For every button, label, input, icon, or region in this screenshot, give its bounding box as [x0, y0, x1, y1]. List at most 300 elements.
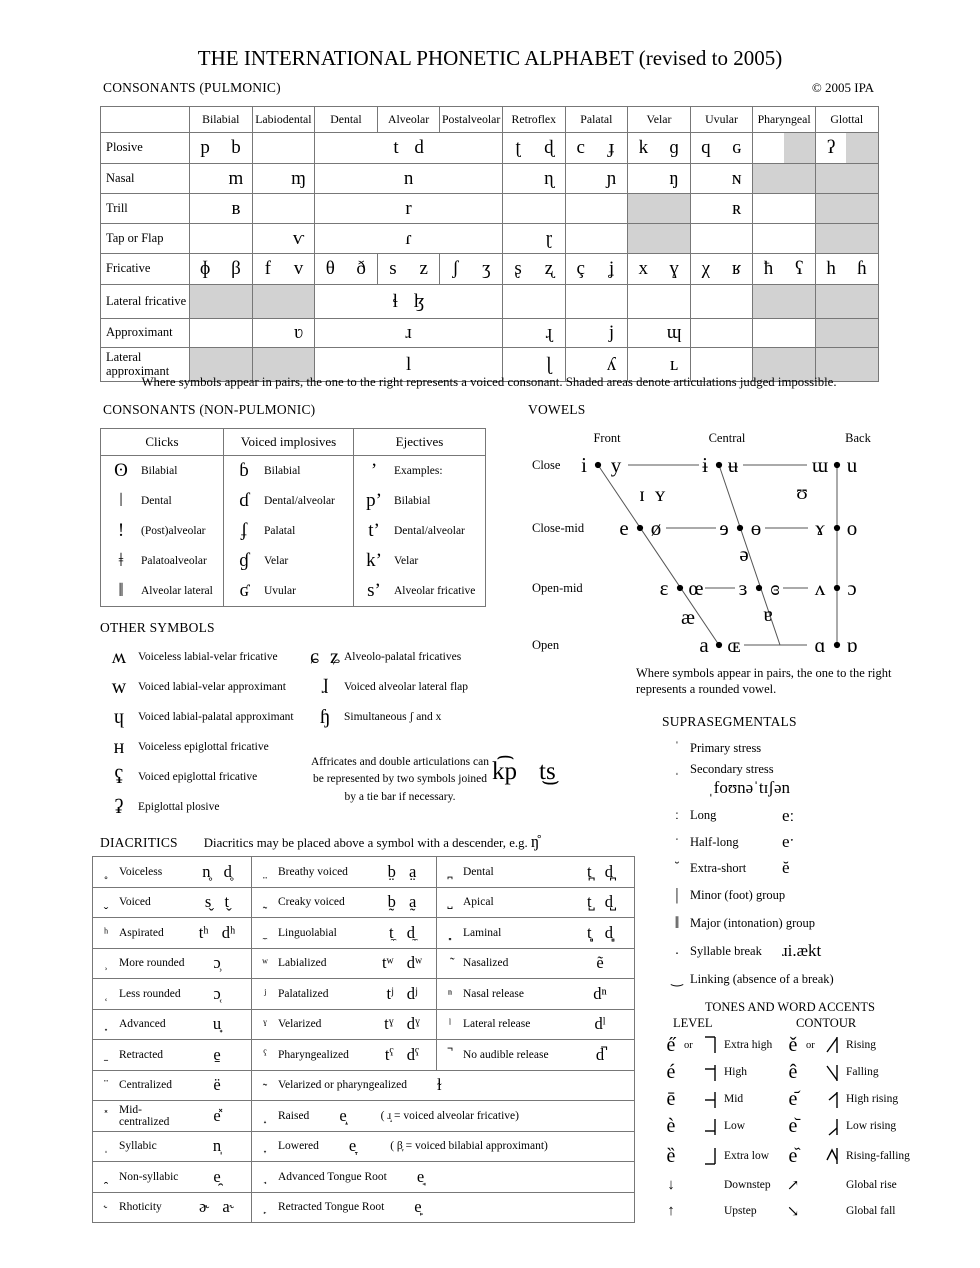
suprasegmentals-list [664, 736, 909, 993]
pulmonic-cell: ɾ [314, 224, 502, 253]
vowel-symbol: ɪ [639, 482, 645, 506]
pulmonic-cell: ⱱ [292, 227, 305, 249]
diacritic-example: e̘ [416, 1166, 425, 1186]
pulmonic-cell: ɦ [857, 258, 867, 279]
other-symbol-row [100, 732, 306, 762]
pulmonic-row-label: Approximant [106, 325, 173, 340]
pulmonic-cell: q [690, 133, 721, 163]
diacritic-example: ẽ [596, 953, 604, 973]
pulmonic-cell [627, 285, 690, 318]
tone-symbol: e᷈ [788, 1144, 798, 1167]
diacritic-label: Linguolabial [278, 926, 337, 939]
pulmonic-cell: f [252, 254, 283, 284]
diacritic-label: Labialized [278, 957, 327, 970]
nonpulmonic-row [224, 576, 353, 606]
tone-row [658, 1198, 780, 1224]
diacritic-mark: ˡ [448, 1016, 452, 1032]
suprasegmental-label: Linking (absence of a break) [690, 971, 834, 986]
tone-label: Falling [846, 1066, 879, 1079]
symbol-label: Epiglottal plosive [138, 801, 220, 813]
pulmonic-cell [502, 164, 533, 193]
tone-bar [702, 1062, 718, 1084]
diacritic-mark [93, 1077, 119, 1093]
suprasegmental-label: Syllable break [690, 943, 762, 958]
pulmonic-cell: ɸ [189, 254, 220, 284]
tone-symbol: ě [788, 1033, 798, 1056]
diacritic-example: ɫ [437, 1075, 442, 1095]
vowel-column-label: Central [708, 431, 746, 445]
tone-symbol: é [666, 1061, 676, 1083]
nonpulmonic-heading: CONSONANTS (NON-PULMONIC) [103, 402, 316, 417]
diacritics-group [93, 1040, 251, 1070]
phonetic-symbol: ɕ ʑ [310, 645, 340, 668]
vowel-symbol: ɔ [847, 576, 857, 600]
diacritic-mark: ʰ [103, 924, 109, 940]
vowel-column-label: Front [593, 431, 621, 445]
diacritics-group [436, 918, 634, 948]
diacritic-mark [252, 1077, 278, 1093]
diacritics-group [436, 888, 634, 918]
vowel-symbol: ɯ [811, 453, 829, 477]
diacritic-label: Voiceless [119, 865, 163, 878]
phonetic-symbol: ɺ [321, 675, 329, 698]
tone-symbol: e᷄ [788, 1088, 798, 1110]
diacritic-example: ɔ̹ [213, 953, 221, 973]
nonpulmonic-row [354, 576, 485, 606]
pulmonic-cell: ʎ [606, 353, 617, 375]
diacritics-heading [100, 832, 539, 852]
tone-row [780, 1140, 980, 1172]
tie-bar-example: t͜s [539, 758, 556, 785]
nonpulmonic-row [354, 456, 485, 486]
pulmonic-cell: n [314, 164, 502, 193]
pulmonic-cell [627, 319, 658, 347]
suprasegmental-symbol: ˑ [675, 834, 679, 849]
diacritic-label: No audible release [463, 1048, 549, 1061]
pulmonic-cell [502, 285, 565, 318]
nonpulmonic-column [101, 429, 223, 606]
pulmonic-row-label: Nasal [106, 170, 135, 185]
vowel-symbol: y [610, 453, 622, 477]
diacritic-mark [252, 1199, 278, 1215]
diacritic-label: Lowered [278, 1140, 319, 1153]
pulmonic-note: Where symbols appear in pairs, the one to the right represents a voiced consonant. Shaded areas denote articulations judged impossible. [141, 375, 837, 389]
vowel-bullet [834, 462, 840, 468]
pulmonic-cell: χ [690, 254, 721, 284]
pulmonic-cell: h [815, 254, 846, 284]
phonetic-symbol: ɥ [114, 705, 124, 728]
pulmonic-column-header: Dental [314, 107, 377, 132]
suprasegmental-example: eˑ [782, 832, 795, 851]
pulmonic-cell [752, 133, 783, 163]
vowel-bullet [637, 525, 643, 531]
tones-heading: TONES AND WORD ACCENTS [704, 1000, 876, 1014]
tone-row [780, 1031, 980, 1059]
diacritics-group [251, 918, 436, 948]
diacritics-group [251, 979, 436, 1009]
phonetic-symbol: ɧ [320, 705, 330, 728]
pulmonic-cell: r [314, 194, 502, 223]
pulmonic-cell: ɟ [608, 137, 615, 158]
diacritic-mark [437, 864, 463, 880]
diacritic-mark [93, 1169, 119, 1185]
phonetic-symbol: ʘ [114, 460, 128, 481]
diacritic-note: ( ɹ̝ = voiced alveolar fricative) [380, 1109, 519, 1122]
vowel-bullet [737, 525, 743, 531]
pulmonic-cell [690, 194, 721, 223]
diacritic-example: ë [213, 1075, 221, 1095]
diacritic-example: dⁿ [593, 983, 607, 1003]
pulmonic-cell: ɬ ɮ [314, 285, 502, 318]
suprasegmental-example: ˌfoʊnəˈtɪʃən [708, 778, 791, 797]
tone-bar-icon [702, 1145, 718, 1167]
diacritics-group [251, 1071, 634, 1101]
vowel-symbol: i [581, 453, 587, 477]
vowel-bullet [834, 642, 840, 648]
diacritic-mark: ˠ [263, 1016, 267, 1032]
diacritic-label: Lateral release [463, 1018, 531, 1031]
diacritic-example: ɔ̜ [213, 983, 221, 1003]
vowel-symbol: ɞ [770, 576, 780, 600]
diacritic-example: t̼ d̼ [389, 922, 415, 942]
pulmonic-cell: ɹ [314, 319, 502, 347]
diacritics-row [93, 1131, 634, 1162]
diacritic-label: Advanced [119, 1018, 166, 1031]
pulmonic-cell: ʋ [294, 322, 303, 343]
other-symbol-row [100, 672, 306, 702]
other-symbol-row [100, 642, 306, 672]
symbol-label: Bilabial [141, 465, 178, 477]
pulmonic-column-header: Velar [627, 107, 690, 132]
diacritic-mark [93, 1138, 119, 1154]
pulmonic-cell: ʈ [502, 133, 533, 163]
vowel-row-label: Close [532, 458, 561, 472]
symbol-label: Bilabial [264, 465, 301, 477]
symbol-label: Voiced epiglottal fricative [138, 771, 258, 783]
diacritic-label: Dental [463, 865, 494, 878]
pulmonic-cell: ð [356, 258, 366, 279]
pulmonic-cell [627, 164, 658, 193]
diacritic-note: ( β̞ = voiced bilabial approximant) [390, 1140, 548, 1153]
other-symbols-left-column [100, 642, 306, 822]
tone-bar [702, 1089, 718, 1111]
pulmonic-cell: ɣ [669, 258, 679, 279]
phonetic-symbol: ʄ [240, 520, 248, 541]
pulmonic-cell: s [377, 254, 408, 284]
pulmonic-cell: m [228, 167, 244, 189]
suprasegmental-symbol: . [675, 943, 679, 958]
diacritics-group [436, 1040, 634, 1070]
phonetic-symbol: ʢ [114, 765, 124, 788]
diacritic-label: Voiced [119, 896, 151, 909]
diacritic-mark: ˤ [263, 1046, 267, 1062]
tone-row [780, 1172, 980, 1198]
pulmonic-cell: z [419, 258, 428, 279]
symbol-label: Voiced alveolar lateral flap [344, 681, 468, 693]
diacritic-mark: ʷ [262, 955, 268, 971]
nonpulmonic-column [353, 429, 485, 606]
pulmonic-cell [252, 164, 283, 193]
pulmonic-row [101, 193, 878, 223]
diacritic-label: Nasal release [463, 987, 524, 1000]
vowel-column-label: Back [845, 431, 871, 445]
pulmonic-column-header: Retroflex [502, 107, 565, 132]
pulmonic-cell [252, 224, 283, 253]
pulmonic-row [101, 132, 878, 163]
diacritics-row [93, 978, 634, 1009]
pulmonic-cell: ɻ [545, 322, 553, 343]
diacritic-mark [252, 1138, 278, 1154]
diacritics-group [93, 888, 251, 918]
tone-bar-icon [702, 1089, 718, 1111]
phonetic-symbol: ǁ [118, 580, 124, 601]
vowel-symbol: a [699, 633, 709, 657]
diacritic-mark [252, 1108, 278, 1124]
nonpulmonic-column-header: Voiced implosives [224, 429, 353, 456]
diacritics-row [93, 1070, 634, 1101]
nonpulmonic-row [224, 516, 353, 546]
pulmonic-cell: ɖ [544, 137, 554, 158]
vowel-symbol: u [846, 453, 858, 477]
vowel-symbol: ʌ [814, 576, 826, 600]
phonetic-symbol: ɓ [239, 460, 249, 481]
diacritic-example: e̽ [213, 1105, 221, 1125]
diacritic-label: Velarized [278, 1018, 322, 1031]
vowel-symbol: ɒ [846, 633, 858, 657]
suprasegmental-symbol: ‿ [671, 971, 683, 987]
page-title: THE INTERNATIONAL PHONETIC ALPHABET (revised to 2005) [197, 46, 783, 70]
diacritics-group [93, 1071, 251, 1101]
pulmonic-cell: p [189, 133, 220, 163]
pulmonic-cell: b [231, 137, 241, 158]
tone-label: Extra low [724, 1149, 770, 1162]
diacritic-label: Non-syllabic [119, 1170, 179, 1183]
symbol-label: Uvular [264, 585, 296, 597]
pulmonic-cell: ħ [752, 254, 783, 284]
phonetic-symbol: ɠ [239, 550, 249, 571]
other-symbol-row [306, 702, 506, 732]
diacritics-row [93, 1100, 634, 1131]
diacritic-example: tˤ dˤ [384, 1044, 420, 1064]
nonpulmonic-row [224, 456, 353, 486]
symbol-label: Alveolo-palatal fricatives [344, 651, 462, 663]
pulmonic-column-header: Alveolar [377, 107, 440, 132]
pulmonic-cell [502, 319, 533, 347]
pulmonic-row [101, 318, 878, 347]
pulmonic-cell: θ [314, 254, 345, 284]
pulmonic-cell: ŋ [669, 167, 679, 189]
pulmonic-row [101, 163, 878, 193]
pulmonic-column-header: Uvular [690, 107, 753, 132]
diacritic-example: b̤ a̤ [387, 861, 417, 881]
tone-bar-icon [824, 1145, 840, 1167]
vowel-symbol: ɶ [727, 633, 741, 657]
tone-row [658, 1031, 780, 1059]
symbol-label: Voiceless epiglottal fricative [138, 741, 269, 753]
diacritic-label: Aspirated [119, 926, 164, 939]
tone-bar-icon [824, 1034, 840, 1056]
suprasegmental-row [664, 736, 909, 760]
diacritics-group [436, 949, 634, 979]
pulmonic-cell [189, 224, 252, 253]
diacritics-group [93, 949, 251, 979]
vowel-bullet [756, 585, 762, 591]
symbol-label: Velar [394, 555, 419, 567]
diacritic-mark [252, 1169, 278, 1185]
diacritic-label: Pharyngealized [278, 1048, 349, 1061]
pulmonic-cell [252, 194, 315, 223]
tone-symbol: e̋ [666, 1033, 676, 1056]
diacritics-title: DIACRITICS [100, 835, 178, 850]
suprasegmental-row [664, 909, 909, 937]
suprasegmental-label: Half-long [690, 834, 739, 849]
pulmonic-cell [815, 224, 878, 253]
vowel-symbol: ɨ [702, 453, 708, 477]
tones-level-column [658, 1031, 780, 1224]
tone-bar [824, 1089, 840, 1111]
pulmonic-cell: ɽ [545, 227, 553, 249]
tone-bar [702, 1116, 718, 1138]
diacritics-group [436, 857, 634, 887]
pulmonic-cell: ʝ [608, 258, 615, 279]
pulmonic-header-row [101, 107, 878, 132]
tone-symbol: ↗ [786, 1177, 800, 1194]
diacritics-group [251, 1101, 634, 1131]
suprasegmental-row [664, 855, 909, 881]
suprasegmental-symbol: ˘ [674, 860, 680, 875]
pulmonic-cell [815, 285, 878, 318]
phonetic-symbol: ɗ [239, 490, 249, 511]
phonetic-symbol: ʜ [113, 735, 125, 758]
suprasegmental-row [664, 881, 909, 909]
diacritic-example: n̩ [212, 1136, 222, 1156]
tone-label: Rising [846, 1038, 877, 1051]
tone-bar [824, 1034, 840, 1056]
pulmonic-column-header: Palatal [565, 107, 628, 132]
diacritic-example: t̪ d̪ [587, 861, 613, 881]
other-symbols-heading: OTHER SYMBOLS [100, 620, 215, 635]
diacritic-mark: ⁿ [447, 985, 453, 1001]
diacritic-example: u̟ [212, 1014, 222, 1034]
pulmonic-cell [252, 133, 315, 163]
diacritics-group [251, 1162, 634, 1192]
diacritic-label: Nasalized [463, 957, 509, 970]
tone-label: Global rise [846, 1178, 897, 1191]
tone-bar [824, 1116, 840, 1138]
symbol-label: Alveolar fricative [394, 585, 476, 597]
pulmonic-cell [752, 319, 815, 347]
diacritics-group [93, 1010, 251, 1040]
diacritics-group [251, 888, 436, 918]
vowel-row-label: Close-mid [532, 521, 585, 535]
vowel-symbol: ʏ [654, 482, 666, 506]
pulmonic-cell [784, 133, 815, 163]
vowel-symbol: ʉ [727, 453, 739, 477]
diacritics-group [251, 1193, 634, 1223]
suprasegmental-row [664, 760, 909, 778]
vowel-symbol: ə [739, 542, 749, 566]
nonpulmonic-row [101, 546, 223, 576]
tone-label: High [724, 1066, 747, 1079]
symbol-label: Voiced labial-velar approximant [138, 681, 286, 693]
tone-label: Global fall [846, 1204, 896, 1217]
diacritic-mark [93, 955, 119, 971]
pulmonic-cell [690, 285, 753, 318]
symbol-label: Dental [141, 495, 172, 507]
pulmonic-heading: CONSONANTS (PULMONIC) [103, 80, 281, 95]
vowel-symbol: ɐ [763, 602, 773, 626]
pulmonic-cell: ɴ [731, 167, 742, 189]
pulmonic-cell: ʕ [795, 258, 804, 279]
phonetic-symbol: ǃ [117, 520, 125, 541]
diacritics-group [251, 857, 436, 887]
other-symbol-row [100, 702, 306, 732]
vowel-trapezoid [530, 428, 902, 660]
diacritics-row [93, 1161, 634, 1192]
pulmonic-cell [690, 319, 753, 347]
diacritic-mark [252, 894, 278, 910]
suprasegmental-row [664, 802, 909, 829]
vowel-symbol: ɤ [815, 516, 825, 540]
tone-row [658, 1086, 780, 1113]
diacritics-group [251, 1040, 436, 1070]
suprasegmental-label: Long [690, 808, 717, 822]
diacritics-group [93, 857, 251, 887]
tone-row [780, 1086, 980, 1113]
pulmonic-cell: ʀ [732, 197, 742, 219]
diacritic-mark [437, 1047, 463, 1063]
diacritic-mark [252, 864, 278, 880]
other-symbol-row [100, 762, 306, 792]
pulmonic-cell [189, 285, 252, 318]
symbol-label: Velar [264, 555, 289, 567]
vowel-symbol: ɵ [750, 516, 762, 540]
diacritics-note-example: ŋ̊ [530, 832, 540, 851]
pulmonic-cell [565, 224, 628, 253]
diacritics-group [93, 1162, 251, 1192]
tone-or-text: or [806, 1039, 815, 1051]
pulmonic-row-label: Trill [106, 200, 128, 215]
diacritic-label: Creaky voiced [278, 896, 345, 909]
diacritic-example: ɚ a˞ [198, 1197, 236, 1217]
tone-row [658, 1172, 780, 1198]
diacritics-row [93, 1192, 634, 1223]
symbol-label: Bilabial [394, 495, 431, 507]
diacritic-mark [437, 955, 463, 971]
nonpulmonic-row [354, 546, 485, 576]
tone-label: Low [724, 1120, 746, 1133]
vowel-bullet [595, 462, 601, 468]
tone-row [780, 1059, 980, 1086]
tone-or-text: or [684, 1039, 693, 1051]
pulmonic-cell: ɰ [666, 322, 682, 343]
diacritics-group [436, 979, 634, 1009]
phonetic-symbol: w [111, 675, 127, 698]
diacritics-row [93, 917, 634, 948]
pulmonic-cell: k [627, 133, 658, 163]
suprasegmental-example: ɹi.ækt [782, 941, 822, 960]
pulmonic-row-label: Lateral fricative [106, 293, 187, 308]
phonetic-symbol: ʡ [114, 795, 124, 818]
diacritic-mark: ʲ [263, 985, 267, 1001]
vowel-symbol: æ [680, 605, 696, 629]
pulmonic-cell: ɱ [291, 167, 306, 189]
symbol-label: Dental/alveolar [394, 525, 465, 537]
tone-label: Extra high [724, 1038, 773, 1051]
tone-symbol: è [666, 1115, 676, 1137]
pulmonic-cell [690, 224, 753, 253]
pulmonic-row-label: Tap or Flap [106, 230, 164, 245]
